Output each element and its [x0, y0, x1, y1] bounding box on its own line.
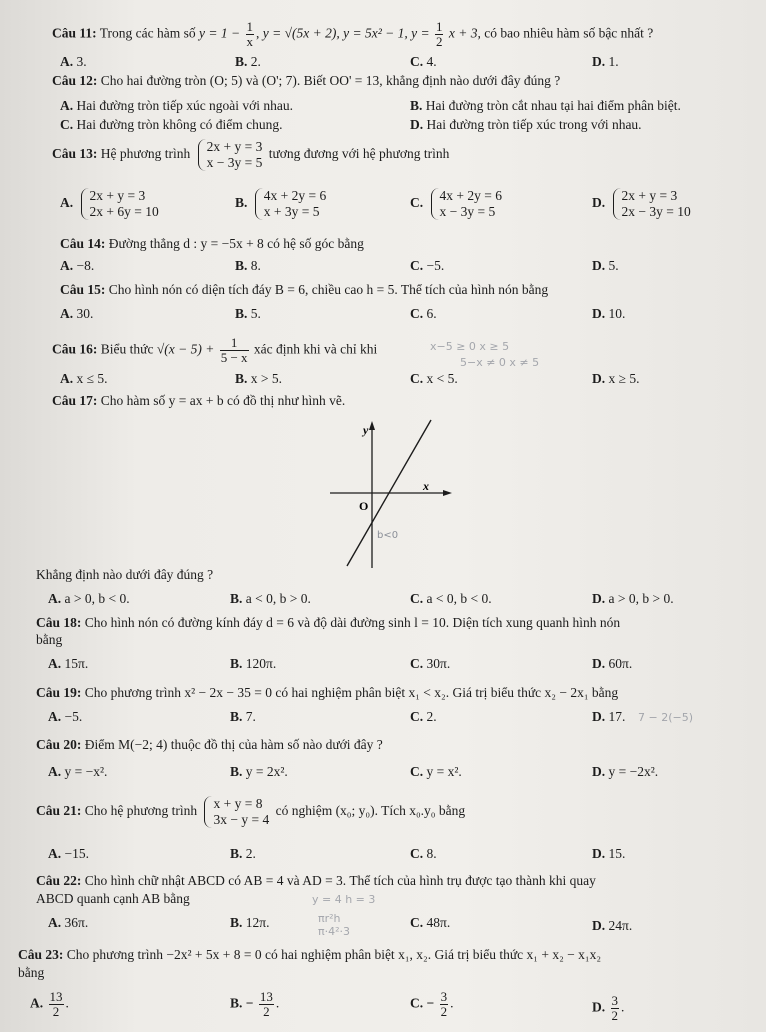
function-4: y = — [411, 25, 430, 41]
equation: 2x − 3y = 10 — [621, 204, 691, 219]
equation-system — [197, 139, 263, 171]
option-letter: B. — [230, 846, 246, 861]
option-b[interactable] — [230, 764, 288, 780]
option-b[interactable] — [235, 188, 329, 220]
option-letter: B. — [230, 915, 246, 930]
option-letter: C. — [410, 656, 427, 671]
option-text: −5. — [64, 709, 83, 724]
option-c[interactable] — [410, 709, 437, 725]
numerator: 3 — [611, 993, 618, 1008]
option-letter: D. — [592, 656, 609, 671]
numerator: 1 — [435, 19, 443, 34]
question-15 — [60, 282, 548, 298]
option-text: x < 5. — [426, 371, 458, 386]
equation-system — [430, 188, 502, 220]
option-text: 2. — [250, 54, 261, 69]
option-text: 8. — [426, 846, 437, 861]
option-letter: B. — [235, 371, 251, 386]
option-letter: A. — [60, 306, 77, 321]
option-c[interactable] — [410, 846, 437, 862]
question-text: Cho hình nón có đường kính đáy d = 6 và độ dài đường sinh l = 10. Diện tích xung quanh hình nón — [84, 615, 621, 630]
option-letter: A. — [30, 995, 44, 1011]
question-label: Câu 23: — [18, 947, 64, 962]
option-letter: C. — [60, 117, 77, 132]
option-letter: C. — [410, 54, 427, 69]
option-b[interactable] — [235, 54, 261, 70]
option-c[interactable] — [410, 764, 462, 780]
option-letter: B. — [230, 764, 246, 779]
option-letter: A. — [48, 656, 65, 671]
denominator: 2 — [435, 34, 443, 49]
question-20 — [36, 737, 383, 753]
option-letter: B. — [230, 656, 246, 671]
equation: x + 3y = 5 — [263, 204, 320, 219]
option-a[interactable] — [60, 54, 87, 70]
option-text: Hai đường tròn tiếp xúc trong với nhau. — [426, 117, 642, 132]
option-letter: C. — [410, 258, 427, 273]
question-label: Câu 20: — [36, 737, 82, 752]
equation: 4x + 2y = 6 — [439, 188, 502, 203]
option-letter: A. — [48, 846, 65, 861]
option-letter: D. — [592, 709, 609, 724]
question-22 — [36, 873, 596, 889]
option-c[interactable] — [410, 188, 505, 220]
y-axis-label: y — [363, 423, 369, 437]
option-letter: C. — [410, 306, 427, 321]
option-b[interactable] — [230, 915, 269, 931]
equation-system — [80, 188, 159, 220]
option-text: a > 0, b > 0. — [608, 591, 674, 606]
option-letter: D. — [592, 846, 609, 861]
option-text: Hai đường tròn cắt nhau tại hai điểm phân biệt. — [425, 98, 681, 113]
option-a[interactable] — [48, 591, 130, 607]
option-letter: B. — [235, 258, 251, 273]
handwritten-note: b<0 — [377, 530, 399, 541]
option-b[interactable] — [235, 371, 282, 387]
option-letter: A. — [48, 915, 65, 930]
option-text: a > 0, b < 0. — [64, 591, 130, 606]
option-text: 36π. — [64, 915, 89, 930]
option-text: 120π. — [245, 656, 277, 671]
option-text: 30. — [76, 306, 94, 321]
option-c[interactable] — [410, 656, 450, 672]
denominator: 2 — [611, 1008, 618, 1023]
x-axis-label: x — [423, 479, 429, 493]
option-letter: D. — [592, 195, 606, 211]
option-letter: C. — [410, 846, 427, 861]
option-letter: D. — [592, 999, 606, 1015]
option-b[interactable] — [410, 98, 681, 114]
option-d[interactable] — [592, 709, 625, 725]
option-text: 17. — [608, 709, 626, 724]
option-d[interactable] — [592, 188, 694, 220]
question-text: Đường thẳng d : y = −5x + 8 có hệ số góc bằng — [108, 236, 364, 251]
question-label: Câu 21: — [36, 803, 82, 819]
option-text: 5. — [608, 258, 619, 273]
handwritten-note: x−5 ≥ 0 x ≥ 5 — [430, 340, 510, 353]
option-a[interactable] — [60, 98, 293, 114]
option-letter: C. — [410, 709, 427, 724]
option-letter: A. — [60, 98, 77, 113]
equation: x − 3y = 5 — [206, 155, 263, 170]
option-text: 7. — [245, 709, 256, 724]
option-c[interactable] — [410, 591, 492, 607]
option-letter: C. — [410, 915, 427, 930]
option-letter: C. — [410, 591, 427, 606]
option-letter: B. — [410, 98, 426, 113]
denominator: 2 — [52, 1004, 60, 1019]
option-c[interactable] — [410, 371, 458, 387]
question-text: Cho hàm số y = ax + b có đồ thị như hình vẽ. — [100, 393, 346, 408]
question-label: Câu 17: — [52, 393, 98, 408]
equation: x + y = 8 — [213, 796, 263, 811]
option-text: y = −x². — [64, 764, 108, 779]
question-text: Cho phương trình −2x² + 5x + 8 = 0 có hai nghiệm phân biệt x₁, x₂. Giá trị biểu thức x₁ + x₂ − x₁x₂ — [66, 947, 602, 962]
option-d[interactable] — [592, 591, 674, 607]
question-22-line2: ABCD quanh cạnh AB bằng — [36, 891, 190, 906]
option-letter: C. — [410, 371, 427, 386]
option-letter: B. − — [230, 995, 254, 1011]
option-letter: D. — [592, 918, 609, 933]
option-c[interactable] — [60, 117, 283, 133]
option-a[interactable] — [60, 188, 162, 220]
option-letter: D. — [592, 764, 609, 779]
option-d[interactable] — [592, 54, 619, 70]
option-letter: D. — [592, 258, 609, 273]
option-letter: A. — [48, 764, 65, 779]
option-letter: A. — [60, 195, 74, 211]
option-text: 2. — [245, 846, 256, 861]
option-text: y = −2x². — [608, 764, 659, 779]
numerator: 13 — [259, 989, 273, 1004]
fraction — [611, 994, 620, 1023]
question-label: Câu 12: — [52, 73, 98, 88]
equation-system — [612, 188, 691, 220]
option-a[interactable] — [48, 656, 88, 672]
option-text: 4. — [426, 54, 437, 69]
option-b[interactable] — [230, 846, 256, 862]
option-text: 6. — [426, 306, 437, 321]
question-19 — [36, 685, 618, 701]
question-21 — [36, 796, 465, 828]
question-16 — [52, 336, 377, 365]
option-text: a < 0, b < 0. — [426, 591, 492, 606]
question-23-line2: bằng — [18, 965, 45, 980]
option-text: 60π. — [608, 656, 633, 671]
question-label: Câu 13: — [52, 146, 98, 162]
option-text: 10. — [608, 306, 626, 321]
handwritten-note: 5−x ≠ 0 x ≠ 5 — [460, 356, 540, 369]
question-text: Hệ phương trình — [100, 146, 191, 162]
option-text: x ≥ 5. — [608, 371, 640, 386]
question-18-line2: bằng — [36, 632, 63, 647]
question-text: Trong các hàm số — [99, 25, 196, 41]
equation: 2x + 6y = 10 — [89, 204, 159, 219]
handwritten-note: y = 4 h = 3 — [312, 893, 376, 906]
option-text: Hai đường tròn không có điểm chung. — [76, 117, 283, 132]
option-d[interactable] — [592, 764, 658, 780]
question-label: Câu 18: — [36, 615, 82, 630]
equation: 2x + y = 3 — [206, 139, 263, 154]
option-letter: B. — [235, 54, 251, 69]
question-text: Cho hai đường tròn (O; 5) và (O'; 7). Biết OO' = 13, khẳng định nào dưới đây đúng ? — [100, 73, 561, 88]
denominator: 5 − x — [220, 350, 248, 365]
option-text: 1. — [608, 54, 619, 69]
question-18 — [36, 615, 620, 631]
option-d[interactable] — [592, 656, 632, 672]
question-label: Câu 11: — [52, 25, 97, 41]
option-letter: C. — [410, 764, 427, 779]
option-b[interactable]: B. − $\frac{13}{2}$ . — [230, 989, 280, 1019]
option-text: 2. — [426, 709, 437, 724]
option-text: x > 5. — [250, 371, 283, 386]
option-a[interactable] — [60, 371, 108, 387]
option-a[interactable] — [48, 915, 88, 931]
option-d[interactable] — [592, 258, 619, 274]
fraction — [440, 990, 449, 1019]
question-text: Cho hình nón có diện tích đáy B = 6, chiều cao h = 5. Thể tích của hình nón bằng — [108, 282, 549, 297]
fraction — [220, 336, 249, 365]
option-letter: B. — [230, 709, 246, 724]
question-17 — [52, 393, 345, 409]
option-text: 15π. — [64, 656, 89, 671]
line-graph — [325, 418, 455, 568]
option-a[interactable] — [48, 709, 82, 725]
option-letter: D. — [592, 371, 609, 386]
equation: 2x + y = 3 — [89, 188, 146, 203]
option-text: −15. — [64, 846, 89, 861]
option-b[interactable] — [230, 709, 256, 725]
equation-system — [254, 188, 326, 220]
equation: 4x + 2y = 6 — [263, 188, 327, 203]
question-13 — [52, 139, 449, 171]
option-text: 24π. — [608, 918, 633, 933]
denominator: 2 — [440, 1004, 448, 1019]
question-text: Cho hình chữ nhật ABCD có AB = 4 và AD = 3. Thể tích của hình trụ được tạo thành khi quay — [84, 873, 596, 888]
option-letter: C. − — [410, 995, 435, 1011]
option-a[interactable] — [60, 306, 93, 322]
option-letter: D. — [410, 117, 427, 132]
origin-label: O — [359, 499, 369, 513]
option-letter: B. — [235, 306, 251, 321]
option-c[interactable]: C. − $\frac{3}{2}$ . — [410, 989, 454, 1019]
question-label: Câu 14: — [60, 236, 106, 251]
equation: 3x − y = 4 — [213, 812, 270, 827]
x-axis-arrow — [443, 490, 452, 496]
option-letter: C. — [410, 195, 424, 211]
question-label: Câu 15: — [60, 282, 106, 297]
option-d[interactable] — [592, 846, 625, 862]
numerator: 1 — [220, 336, 249, 351]
question-17-prompt: Khẳng định nào dưới đây đúng ? — [36, 567, 214, 582]
option-letter: D. — [592, 591, 609, 606]
option-c[interactable] — [410, 258, 444, 274]
option-d[interactable] — [592, 918, 632, 934]
handwritten-note: 7 − 2(−5) — [638, 711, 694, 724]
question-text: Biểu thức — [100, 341, 154, 357]
option-letter: D. — [592, 306, 609, 321]
option-a[interactable]: A. $\frac{13}{2}$ . — [30, 989, 69, 1019]
function-2: y = √(5x + 2), — [262, 25, 340, 41]
option-text: a < 0, b > 0. — [245, 591, 311, 606]
option-d[interactable] — [592, 306, 625, 322]
option-b[interactable] — [235, 306, 261, 322]
option-letter: D. — [592, 54, 609, 69]
option-d[interactable] — [592, 371, 640, 387]
option-letter: A. — [48, 709, 65, 724]
option-letter: A. — [48, 591, 65, 606]
question-label: Câu 22: — [36, 873, 82, 888]
option-text: Hai đường tròn tiếp xúc ngoài với nhau. — [76, 98, 294, 113]
option-letter: A. — [60, 258, 77, 273]
y-axis-arrow — [369, 421, 375, 430]
option-c[interactable] — [410, 54, 437, 70]
option-a[interactable] — [48, 764, 107, 780]
handwritten-note: π·4²·3 — [318, 925, 351, 938]
question-23 — [18, 947, 601, 963]
option-text: −8. — [76, 258, 95, 273]
option-letter: B. — [235, 195, 248, 211]
question-tail: có bao nhiêu hàm số bậc nhất ? — [484, 25, 654, 41]
option-text: x ≤ 5. — [76, 371, 108, 386]
equation: 2x + y = 3 — [621, 188, 678, 203]
function-4-tail: x + 3, — [448, 25, 481, 41]
fraction — [246, 20, 255, 49]
fraction — [435, 20, 444, 49]
option-b[interactable] — [230, 591, 311, 607]
option-text: 30π. — [426, 656, 451, 671]
denominator: x — [246, 34, 253, 49]
option-text: y = 2x². — [245, 764, 288, 779]
option-text: y = x². — [426, 764, 462, 779]
function-1: y = 1 − — [199, 25, 241, 41]
option-letter: A. — [60, 371, 77, 386]
option-text: 3. — [76, 54, 87, 69]
option-c[interactable] — [410, 306, 437, 322]
equation: x − 3y = 5 — [439, 204, 496, 219]
question-12 — [52, 73, 560, 89]
equation-system — [203, 796, 269, 828]
option-text: 15. — [608, 846, 626, 861]
question-text: Cho hệ phương trình — [84, 803, 198, 819]
denominator: 2 — [263, 1004, 270, 1019]
numerator: 1 — [246, 19, 253, 34]
option-b[interactable] — [235, 258, 261, 274]
option-text: 48π. — [426, 915, 451, 930]
option-d[interactable]: D. $\frac{3}{2}$ . — [592, 993, 625, 1023]
option-letter: A. — [60, 54, 77, 69]
question-tail: xác định khi và chỉ khi — [253, 341, 378, 357]
fraction — [259, 990, 274, 1019]
option-letter: B. — [230, 591, 246, 606]
question-label: Câu 16: — [52, 341, 98, 357]
question-14 — [60, 236, 364, 252]
question-tail: có nghiệm (x₀; y₀). Tích x₀.y₀ bằng — [275, 803, 466, 819]
question-text: Cho phương trình x² − 2x − 35 = 0 có hai nghiệm phân biệt x₁ < x₂. Giá trị biểu thức x₂ − 2x₁ bằng — [84, 685, 619, 700]
question-tail: tương đương với hệ phương trình — [268, 146, 450, 162]
question-11: Câu 11: Trong các hàm số y = 1 − $\frac{1}{x}$ , y = √(5x + 2), y = 5x² − 1, y = $\frac{1}{2}$ x + 3, có bao nhiêu hàm số bậc nhất ? — [52, 19, 654, 49]
option-b[interactable] — [230, 656, 276, 672]
question-text: Điểm M(−2; 4) thuộc đồ thị của hàm số nào dưới đây ? — [84, 737, 383, 752]
option-a[interactable] — [60, 258, 94, 274]
handwritten-note: πr²h — [318, 912, 341, 925]
option-text: −5. — [426, 258, 445, 273]
function-3: y = 5x² − 1, — [343, 25, 408, 41]
numerator: 13 — [49, 989, 63, 1004]
option-d[interactable] — [410, 117, 642, 133]
option-c[interactable] — [410, 915, 450, 931]
option-a[interactable] — [48, 846, 89, 862]
fraction — [49, 990, 64, 1019]
option-text: 5. — [250, 306, 261, 321]
option-text: 8. — [250, 258, 261, 273]
numerator: 3 — [440, 989, 448, 1004]
expression: √(x − 5) + — [156, 341, 215, 357]
question-label: Câu 19: — [36, 685, 82, 700]
option-text: 12π. — [245, 915, 270, 930]
